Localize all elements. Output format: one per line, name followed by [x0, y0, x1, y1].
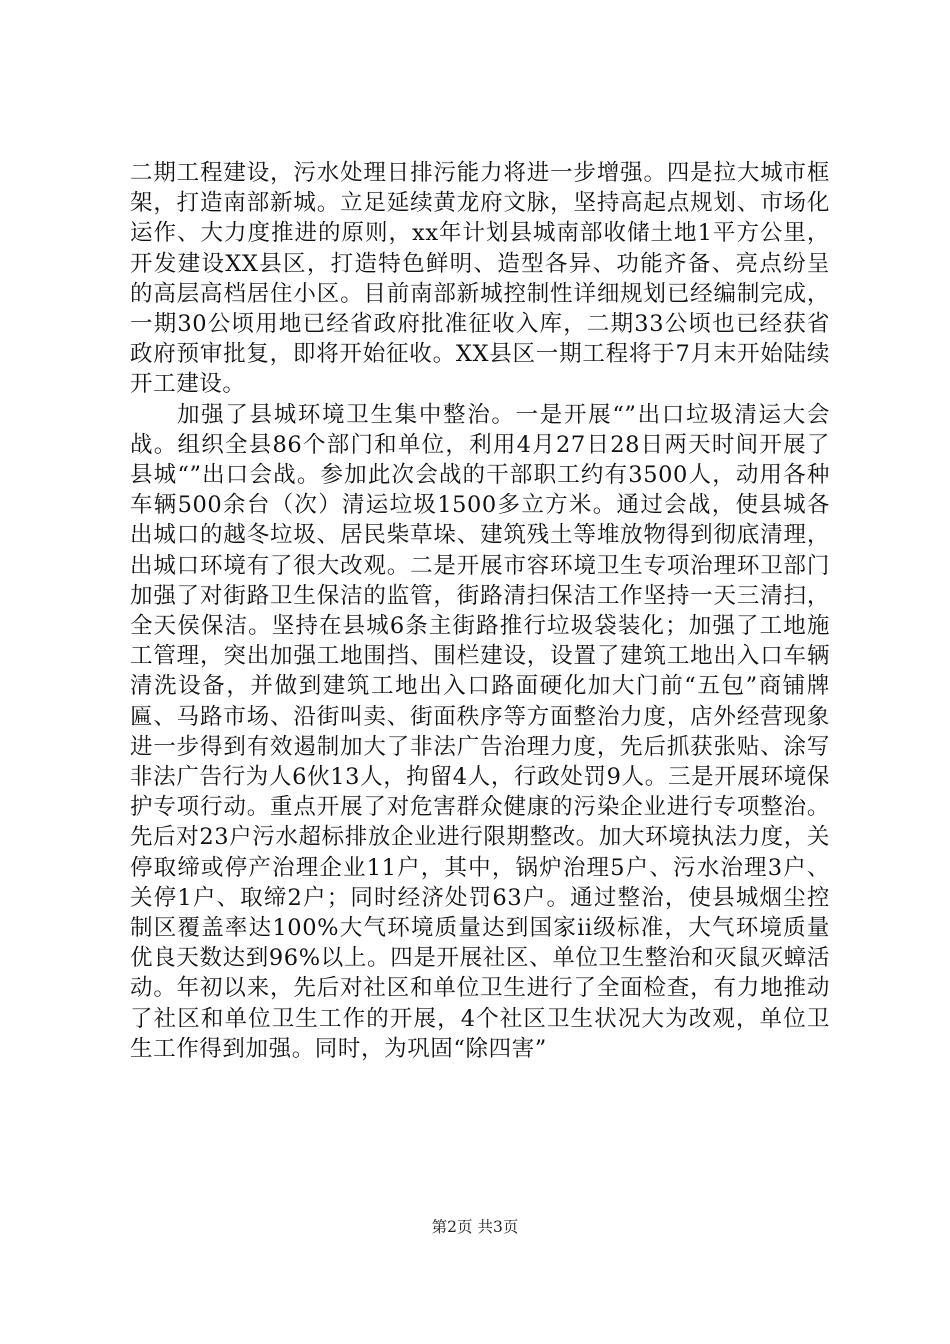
page-number: 第2页 共3页	[431, 1218, 519, 1236]
paragraph-2: 加强了县城环境卫生集中整治。一是开展“”出口垃圾清运大会战。组织全县86个部门和单位，利用4月27日28日两天时间开展了县城“”出口会战。参加此次会战的干部职工约有3500人，动用各种车辆500余台（次）清运垃圾1500多立方米。通过会战，使县城各出城口的越冬垃圾、居民柴草垛、建筑残土等堆放物得到彻底清理，出城口环境有了很大改观。二是开展市容环境卫生专项治理环卫部门加强了对街路卫生保洁的监管，街路清扫保洁工作坚持一天三清扫，全天侯保洁。坚持在县城6条主街路推行垃圾袋装化；加强了工地施工管理，突出加强工地围挡、围栏建设，设置了建筑工地出入口车辆清洗设备，并做到建筑工地出入口路面硬化加大门前“五包”商铺牌匾、马路市场、沿街叫卖、街面秩序等方面整治力度，店外经营现象进一步得到有效遏制加大了非法广告治理力度，先后抓获张贴、涂写非法广告行为人6伙13人，拘留4人，行政处罚9人。三是开展环境保护专项行动。重点开展了对危害群众健康的污染企业进行专项整治。先后对23户污水超标排放企业进行限期整改。加大环境执法力度，关停取缔或停产治理企业11户，其中，锅炉治理5户、污水治理3户、关停1户、取缔2户；同时经济处罚63户。通过整治，使县城烟尘控制区覆盖率达100%大气环境质量达到国家ii级标准，大气环境质量优良天数达到96%以上。四是开展社区、单位卫生整治和灭鼠灭蟑活动。年初以来，先后对社区和单位卫生进行了全面检查，有力地推动了社区和单位卫生工作的开展，4个社区卫生状况大为改观，单位卫生工作得到加强。同时，为巩固“除四害”	[130, 401, 830, 1062]
page-footer	[0, 1215, 950, 1237]
paragraph-1: 二期工程建设，污水处理日排污能力将进一步增强。四是拉大城市框架，打造南部新城。立足延续黄龙府文脉，坚持高起点规划、市场化运作、大力度推进的原则，xx年计划县城南部收储土地1平方公里，开发建设XX县区，打造特色鲜明、造型各异、功能齐备、亮点纷呈的高层高档居住小区。目前南部新城控制性详细规划已经编制完成，一期30公顷用地已经省政府批准征收入库，二期33公顷也已经获省政府预审批复，即将开始征收。XX县区一期工程将于7月末开始陆续开工建设。	[130, 160, 830, 398]
document-body	[130, 158, 830, 1064]
